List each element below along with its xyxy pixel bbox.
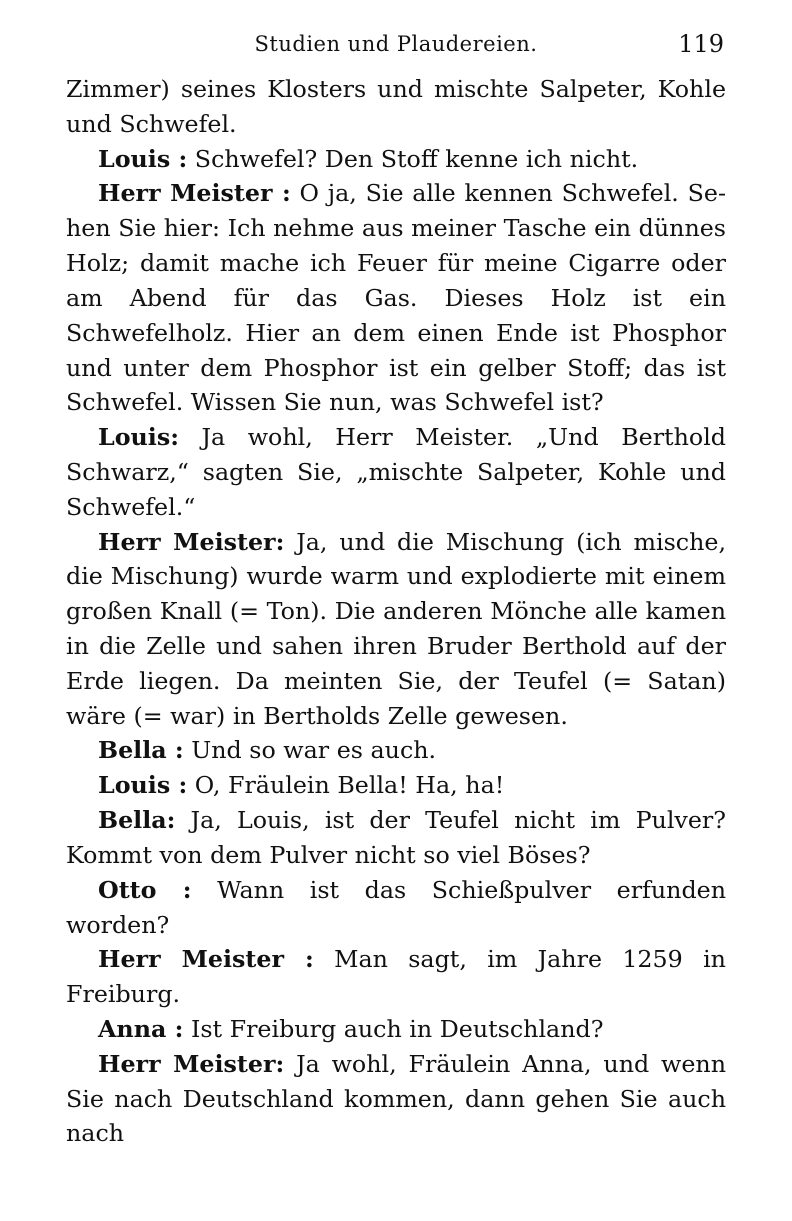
paragraph-text: Ja, und die Mischung (ich mische, die Mischung) wurde warm und explodierte mit einem großen Knall (= Ton). Die anderen Mönche alle kamen in die Zelle und sahen ihren Bruder Berthold auf der Erde liegen. Da meinten Sie, der Teufel (= Satan) wäre (= war) in Bertholds Zelle gewesen.: [66, 527, 727, 730]
page-number: 119: [678, 30, 724, 58]
speaker-label: Otto :: [98, 875, 192, 904]
paragraph: [66, 942, 726, 1012]
book-page: [66, 28, 726, 1151]
paragraph: [66, 1047, 726, 1151]
paragraph: [66, 525, 726, 734]
body-text: [66, 72, 726, 1151]
speaker-label: Anna :: [98, 1014, 184, 1043]
speaker-label: Herr Meister:: [98, 1049, 285, 1078]
paragraph: [66, 72, 726, 142]
speaker-label: Louis :: [98, 771, 188, 800]
paragraph: [66, 1012, 726, 1047]
paragraph: [66, 733, 726, 768]
paragraph-text: O, Fräulein Bella! Ha, ha!: [187, 771, 505, 800]
paragraph-text: Zimmer) seines Klosters und mischte Salpeter, Kohle und Schwefel.: [66, 75, 726, 138]
speaker-label: Herr Meister:: [98, 527, 285, 556]
paragraph: [66, 803, 726, 873]
speaker-label: Herr Meister :: [98, 945, 314, 974]
paragraph-text: Wann ist das Schießpulver erfunden worden?: [66, 875, 726, 939]
page-header: [66, 28, 726, 72]
paragraph: [66, 768, 726, 803]
paragraph-text: Und so war es auch.: [183, 736, 437, 765]
speaker-label: Louis :: [98, 144, 188, 173]
paragraph: [66, 420, 726, 524]
paragraph: [66, 873, 726, 943]
paragraph-text: Schwefel? Den Stoff kenne ich nicht.: [187, 144, 639, 173]
running-head: Studien und Plaudereien.: [254, 32, 538, 56]
paragraph: [66, 176, 726, 420]
speaker-label: Bella:: [98, 806, 176, 835]
speaker-label: Louis:: [98, 423, 179, 452]
paragraph-text: Ja, Louis, ist der Teufel nicht im Pulver? Kommt von dem Pulver nicht so viel Böses?: [66, 806, 726, 869]
speaker-label: Herr Meister :: [98, 179, 291, 208]
speaker-label: Bella :: [98, 736, 184, 765]
paragraph-text: Man sagt, im Jahre 1259 in Freiburg.: [66, 945, 726, 1009]
paragraph-text: Ja wohl, Fräulein Anna, und wenn Sie nach Deutschland kommen, dann gehen Sie auch nach: [66, 1049, 727, 1148]
paragraph: [66, 142, 726, 177]
paragraph-text: Ist Freiburg auch in Deutschland?: [183, 1014, 604, 1043]
paragraph-text: O ja, Sie alle kennen Schwefel. Sehen Sie hier: Ich nehme aus meiner Tasche ein dünnes Holz; damit mache ich Feuer für meine Cigarre oder am Abend für das Gas. Dieses Holz ist ein Schwefelholz. Hier an dem einen Ende ist Phosphor und unter dem Phosphor ist ein gelber Stoff; das ist Schwefel. Wissen Sie nun, was Schwefel ist?: [66, 179, 726, 417]
paragraph-text: Ja wohl, Herr Meister. „Und Berthold Schwarz,“ sagten Sie, „mischte Salpeter, Kohle und Schwefel.“: [66, 423, 726, 521]
